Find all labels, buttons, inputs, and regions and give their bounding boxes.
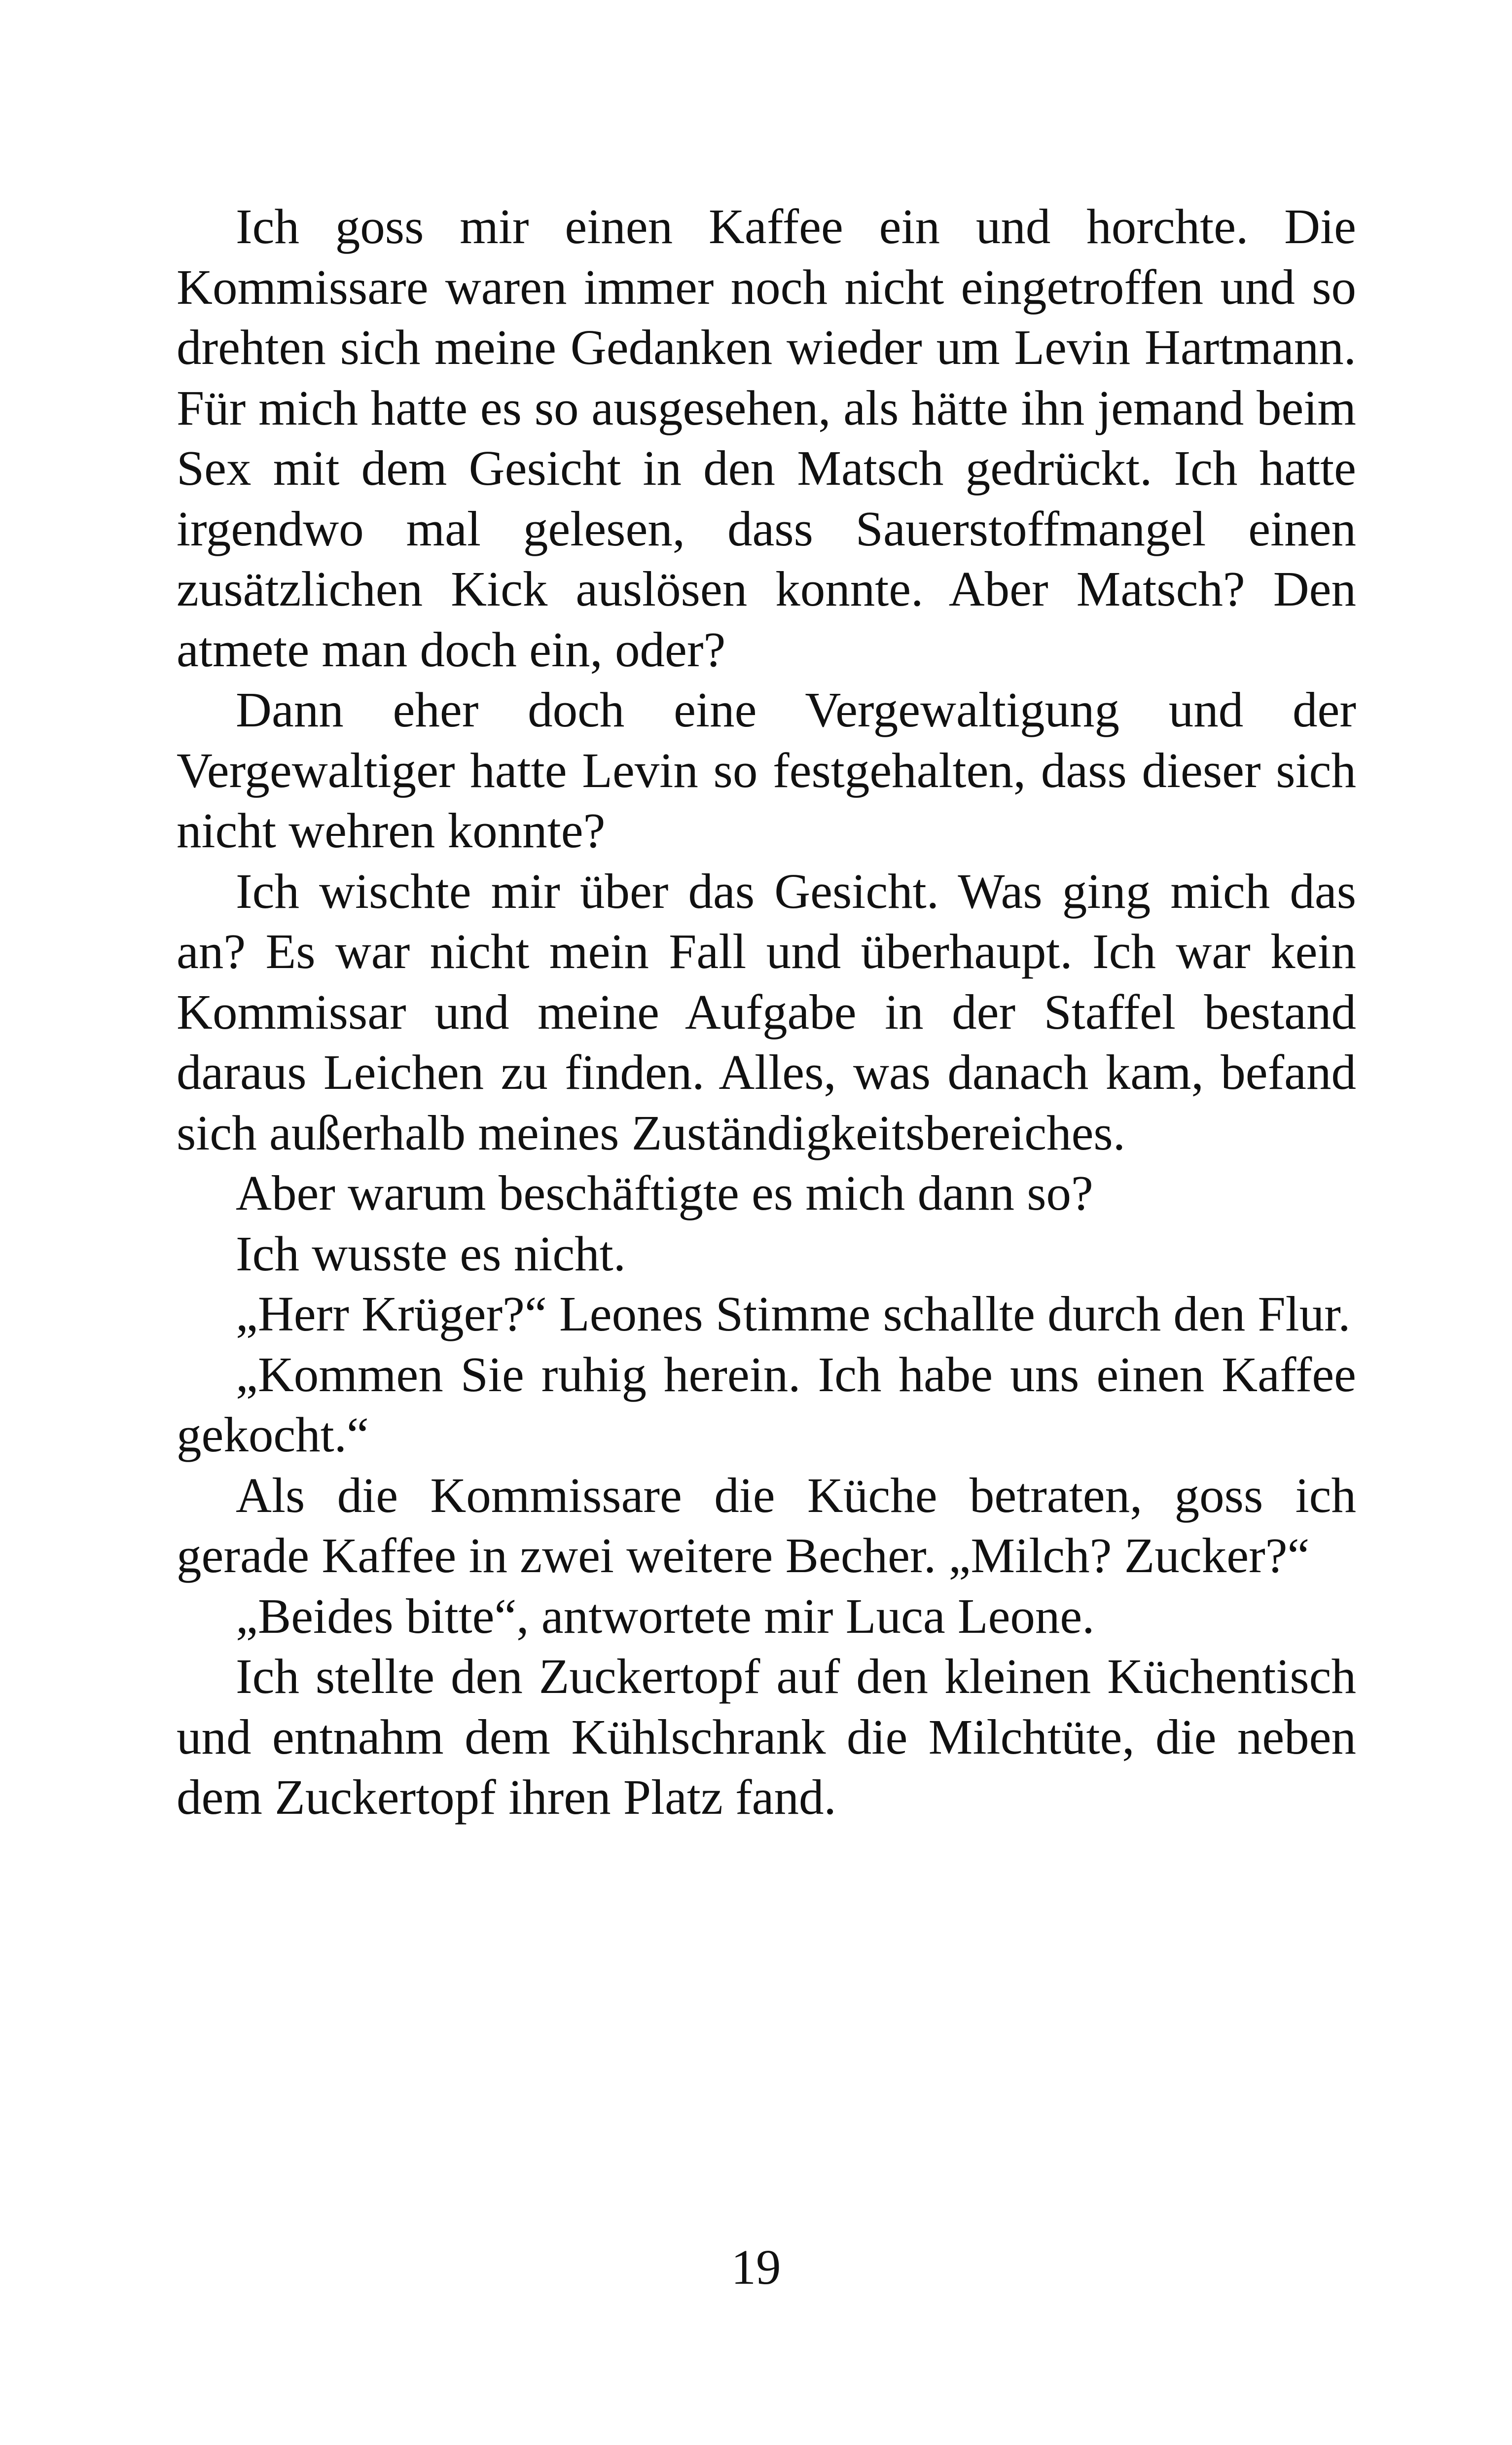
paragraph-10: Ich stellte den Zuckertopf auf den kleinen Küchentisch und entnahm dem Kühlschrank die Milchtüte, die neben dem Zuckertopf ihren Platz fand. [177, 1649, 1356, 1825]
body-text [177, 196, 1356, 1828]
paragraph-2: Dann eher doch eine Vergewaltigung und der Vergewaltiger hatte Levin so festgehalten, dass dieser sich nicht wehren konnte? [177, 682, 1356, 858]
paragraph-9: „Beides bitte“, antwortete mir Luca Leone. [236, 1588, 1095, 1644]
page-number: 19 [731, 2239, 781, 2295]
paragraph-1: Ich goss mir einen Kaffee ein und horchte. Die Kommissare waren immer noch nicht eingetroffen und so drehten sich meine Gedanken wieder um Levin Hartmann. Für mich hatte es so ausgesehen, als hätte ihn jemand beim Sex mit dem Gesicht in den Matsch gedrückt. Ich hatte irgendwo mal gelesen, dass Sauerstoffmangel einen zusätzlichen Kick auslösen konnte. Aber Matsch? Den atmete man doch ein, oder? [177, 199, 1356, 677]
paragraph-3: Ich wischte mir über das Gesicht. Was ging mich das an? Es war nicht mein Fall und überhaupt. Ich war kein Kommissar und meine Aufgabe in der Staffel bestand daraus Leichen zu finden. Alles, was danach kam, befand sich außerhalb meines Zuständigkeitsbereiches. [177, 863, 1356, 1160]
paragraph-7: „Kommen Sie ruhig herein. Ich habe uns einen Kaffee gekocht.“ [177, 1346, 1356, 1462]
paragraph-5: Ich wusste es nicht. [236, 1225, 626, 1281]
paragraph-4: Aber warum beschäftigte es mich dann so? [236, 1165, 1093, 1221]
paragraph-8: Als die Kommissare die Küche betraten, goss ich gerade Kaffee in zwei weitere Becher. „Milch? Zucker?“ [177, 1467, 1356, 1583]
paragraph-6: „Herr Krüger?“ Leones Stimme schallte durch den Flur. [236, 1286, 1351, 1341]
